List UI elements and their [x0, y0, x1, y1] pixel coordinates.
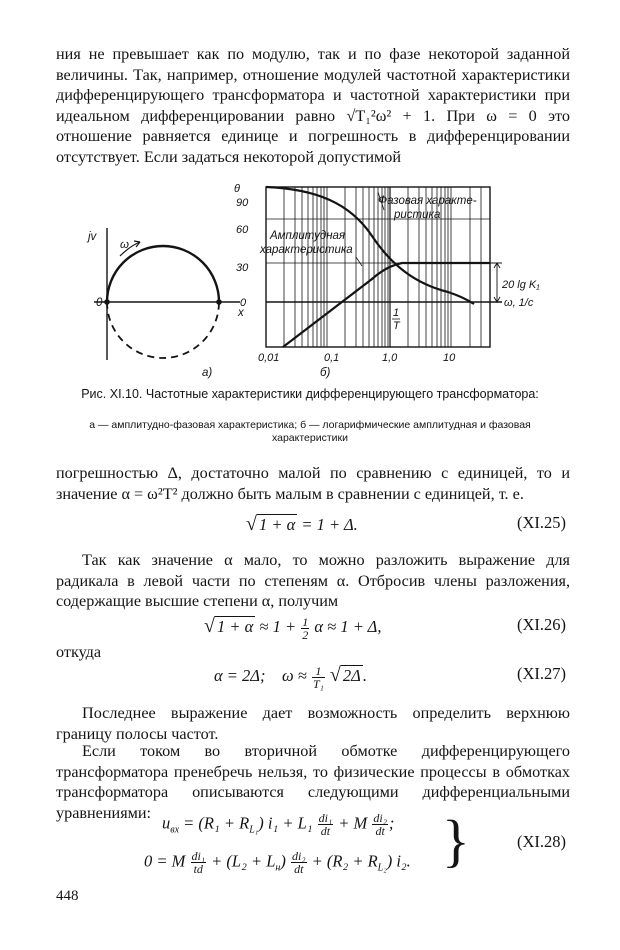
- amp-label-leader: [356, 257, 362, 266]
- break-freq-num: 1: [393, 307, 400, 319]
- equation-xi-28-number: (XI.28): [516, 832, 566, 851]
- panel-a-origin-label: 0: [96, 297, 103, 309]
- equation-xi-27-expr: α = 2Δ; ω ≈ $\frac{1}{\text{T₁}}$ √ 2Δ .: [214, 663, 367, 691]
- equation-xi-27-number: (XI.27): [516, 664, 566, 683]
- amp-label-line-1: Амплитудная: [270, 230, 346, 242]
- amplitude-phase-dashed-arc: [107, 302, 219, 358]
- equation-xi-25: [56, 513, 570, 539]
- figure-xi-10: [80, 170, 550, 382]
- paragraph-3: Так как значение α мало, то можно разложить выражение для радикала в левой части по степеням α. Отбросив члены разложения, содержащие высшие степени α, получим: [56, 551, 570, 611]
- amp-label-line-2: характеристика: [260, 244, 353, 256]
- phase-label-line-1: Фазовая характе-: [378, 195, 477, 207]
- x-tick-0-01: 0,01: [258, 352, 280, 364]
- y-tick-30: 30: [236, 262, 249, 274]
- y-tick-0: 0: [240, 297, 247, 309]
- figure-caption-legend: а — амплитудно-фазовая характеристика; б — логарифмические амплитудная и фазовая характеристики: [89, 419, 531, 444]
- panel-a-label: а): [202, 367, 213, 379]
- amplitude-phase-solid-arc: [107, 246, 219, 302]
- y-tick-90: 90: [236, 197, 249, 209]
- paragraph-4: откуда: [56, 643, 102, 661]
- end-point: [216, 299, 222, 305]
- equation-xi-28: [56, 832, 570, 858]
- equation-xi-27: [56, 664, 570, 690]
- equation-xi-28-line-1-expr: $u_{вх} = (R_1 + R_{L_1}) i_1 + L_1$ $\frac{\text{di₁}}{dt}$ + M $\frac{\text{di₂}}{dt}$ ;: [162, 811, 395, 838]
- equation-xi-26: [56, 615, 570, 641]
- theta-axis-label: θ: [234, 183, 240, 195]
- figure-caption-title: Рис. XI.10. Частотные характеристики дифференцирующего трансформатора:: [81, 387, 539, 401]
- x-tick-1-0: 1,0: [382, 352, 398, 364]
- panel-b: [234, 183, 540, 379]
- paragraph-2: погрешностью Δ, достаточно малой по сравнению с единицей, то и значение α = ω²T² должно быть малым в сравнении с единицей, т. е.: [56, 464, 570, 503]
- page-number: 448: [56, 888, 79, 904]
- panel-b-label: б): [320, 367, 331, 379]
- equation-xi-26-expr: √ 1 + α ≈ 1 + $\frac{1}{2}$ α ≈ 1 + Δ,: [204, 614, 382, 642]
- y-tick-60: 60: [236, 224, 249, 236]
- equation-xi-25-expr: √ 1 + α = 1 + Δ.: [246, 513, 358, 535]
- db-label: 20 lg K₁: [502, 279, 540, 291]
- panel-a-x-label: x: [238, 307, 244, 319]
- panel-a-omega-label: ω: [120, 239, 129, 251]
- equation-xi-28-brace: }: [442, 808, 470, 873]
- equation-xi-28-line-2-expr: 0 = M $\frac{\text{di₁}}{td}$ + $(L_2 + L_н)$ $\frac{\text{di₂}}{dt}$ + $(R_2 + R_{L_2})$ i₂.: [144, 849, 411, 876]
- omega-axis-label: ω, 1/c: [504, 297, 534, 309]
- panel-a-y-label: jv: [88, 231, 97, 243]
- break-freq-den: T: [393, 320, 400, 332]
- equation-xi-26-number: (XI.26): [516, 615, 566, 634]
- amplitude-characteristic-curve: [283, 263, 490, 347]
- x-tick-10: 10: [443, 352, 456, 364]
- origin-point: [104, 299, 110, 305]
- equation-xi-25-number: (XI.25): [516, 513, 566, 532]
- phase-label-line-2: ристика: [394, 209, 441, 221]
- panel-a: [86, 228, 245, 379]
- x-tick-0-1: 0,1: [324, 352, 340, 364]
- paragraph-6: Если током во вторичной обмотке дифференцирующего трансформатора пренебречь нельзя, то физические процессы в обмотках трансформатора описываются следующими дифференциальными уравнениями:: [56, 742, 570, 822]
- panel-b-grid: [266, 187, 490, 347]
- paragraph-5: Последнее выражение дает возможность определить верхнюю границу полосы частот.: [56, 704, 570, 743]
- paragraph-1: ния не превышает как по модулю, так и по фазе некоторой заданной величины. Так, например, отношение модулей частотной характеристики дифференцирующего трансформатора и частотной характеристики при идеальном дифференцировании равно √T₁²ω² + 1. При ω = 0 это отношение равняется единице и погрешность в дифференцировании отсутствует. Если задаться некоторой допустимой: [56, 45, 570, 166]
